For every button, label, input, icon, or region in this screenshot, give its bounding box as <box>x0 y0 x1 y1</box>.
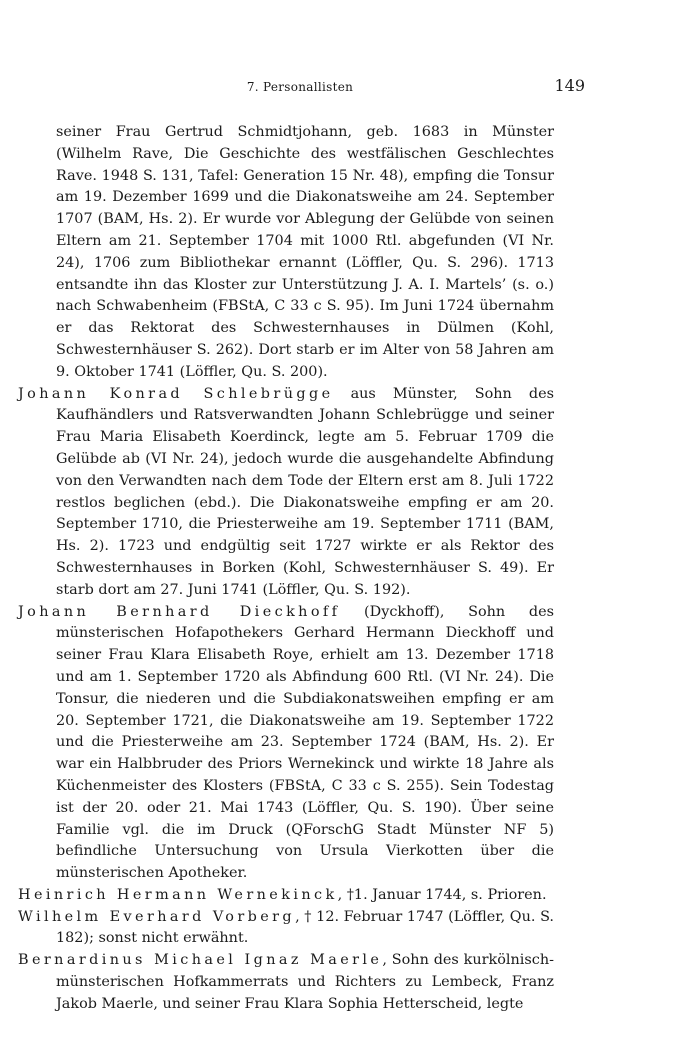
entry-text: (Dyckhoff), Sohn des münsterischen Hofapothekers Gerhard Hermann Dieckhoff und seiner Frau Klara Elisabeth Roye, erhielt am 13. Dezember 1718 und am 1. September 1720 als Abfindung 600 Rtl. (VI Nr. 24). Die Tonsur, die niederen und die Subdiakonatsweihen empfing er am 20. September 1721, die Diakonatsweihe am 19. September 1722 und die Priesterweihe am 23. September 1724 (BAM, Hs. 2). Er war ein Halbbruder des Priors Wernekinck und wirkte 18 Jahre als Küchenmeister des Klosters (FBStA, C 33 c S. 255). Sein Todestag ist der 20. oder 21. Mai 1743 (Löffler, Qu. S. 190). Über seine Familie vgl. die im Druck (QForschG Stadt Münster NF 5) befindliche Untersuchung von Ursula Vierkotten über die münsterischen Apotheker. <box>56 603 554 882</box>
entry-text: , † 12. Februar 1747 (Löffler, Qu. S. 182); sonst nicht erwähnt. <box>56 908 554 947</box>
page-body <box>18 122 554 1016</box>
entry-name: Wilhelm Everhard Vorberg <box>18 908 296 925</box>
entry <box>18 907 554 951</box>
page-header <box>0 76 700 100</box>
entry-text: aus Münster, Sohn des Kaufhändlers und Ratsverwandten Johann Schlebrügge und seiner Frau Maria Elisabeth Koerdinck, legte am 5. Februar 1709 die Gelübde ab (VI Nr. 24), jedoch wurde die ausgehandelte Abfindung von den Verwandten nach dem Tode der Eltern erst am 8. Juli 1722 restlos beglichen (ebd.). Die Diakonatsweihe empfing er am 20. September 1710, die Priesterweihe am 19. September 1711 (BAM, Hs. 2). 1723 und endgültig seit 1727 wirkte er als Rektor des Schwesternhauses in Borken (Kohl, Schwesternhäuser S. 49). Er starb dort am 27. Juni 1741 (Löffler, Qu. S. 192). <box>56 385 554 598</box>
entry <box>18 602 554 885</box>
entry-text: , †1. Januar 1744, s. Prioren. <box>337 886 547 903</box>
entry <box>18 950 554 1015</box>
entry-text: , Sohn des kurkölnisch-münsterischen Hofkammerrats und Richters zu Lembeck, Franz Jakob Maerle, und seiner Frau Klara Sophia Hetterscheid, legte <box>56 952 554 1012</box>
page-number: 149 <box>554 76 585 95</box>
entry-continued <box>18 122 554 384</box>
entry <box>18 885 554 907</box>
entry-name: Johann Bernhard Dieckhoff <box>18 603 341 620</box>
entry <box>18 384 554 602</box>
entry-name: Heinrich Hermann Wernekinck <box>18 886 338 903</box>
entry-name: Bernardinus Michael Ignaz Maerle <box>18 952 383 969</box>
entry-text: seiner Frau Gertrud Schmidtjohann, geb. 1683 in Münster (Wilhelm Rave, Die Geschichte des westfälischen Geschlechtes Rave. 1948 S. 131, Tafel: Generation 15 Nr. 48), empfing die Tonsur am 19. Dezember 1699 und die Diakonatsweihe am 24. September 1707 (BAM, Hs. 2). Er wurde vor Ablegung der Gelübde von seinen Eltern am 21. September 1704 mit 1000 Rtl. abgefunden (VI Nr. 24), 1706 zum Bibliothekar ernannt (Löffler, Qu. S. 296). 1713 entsandte ihn das Kloster zur Unterstützung J. A. I. Martels’ (s. o.) nach Schwabenheim (FBStA, C 33 c S. 95). Im Juni 1724 übernahm er das Rektorat des Schwesternhauses in Dülmen (Kohl, Schwesternhäuser S. 262). Dort starb er im Alter von 58 Jahren am 9. Oktober 1741 (Löffler, Qu. S. 200). <box>56 124 554 380</box>
entry-name: Johann Konrad Schlebrügge <box>18 385 334 402</box>
running-title: 7. Personallisten <box>246 80 354 94</box>
